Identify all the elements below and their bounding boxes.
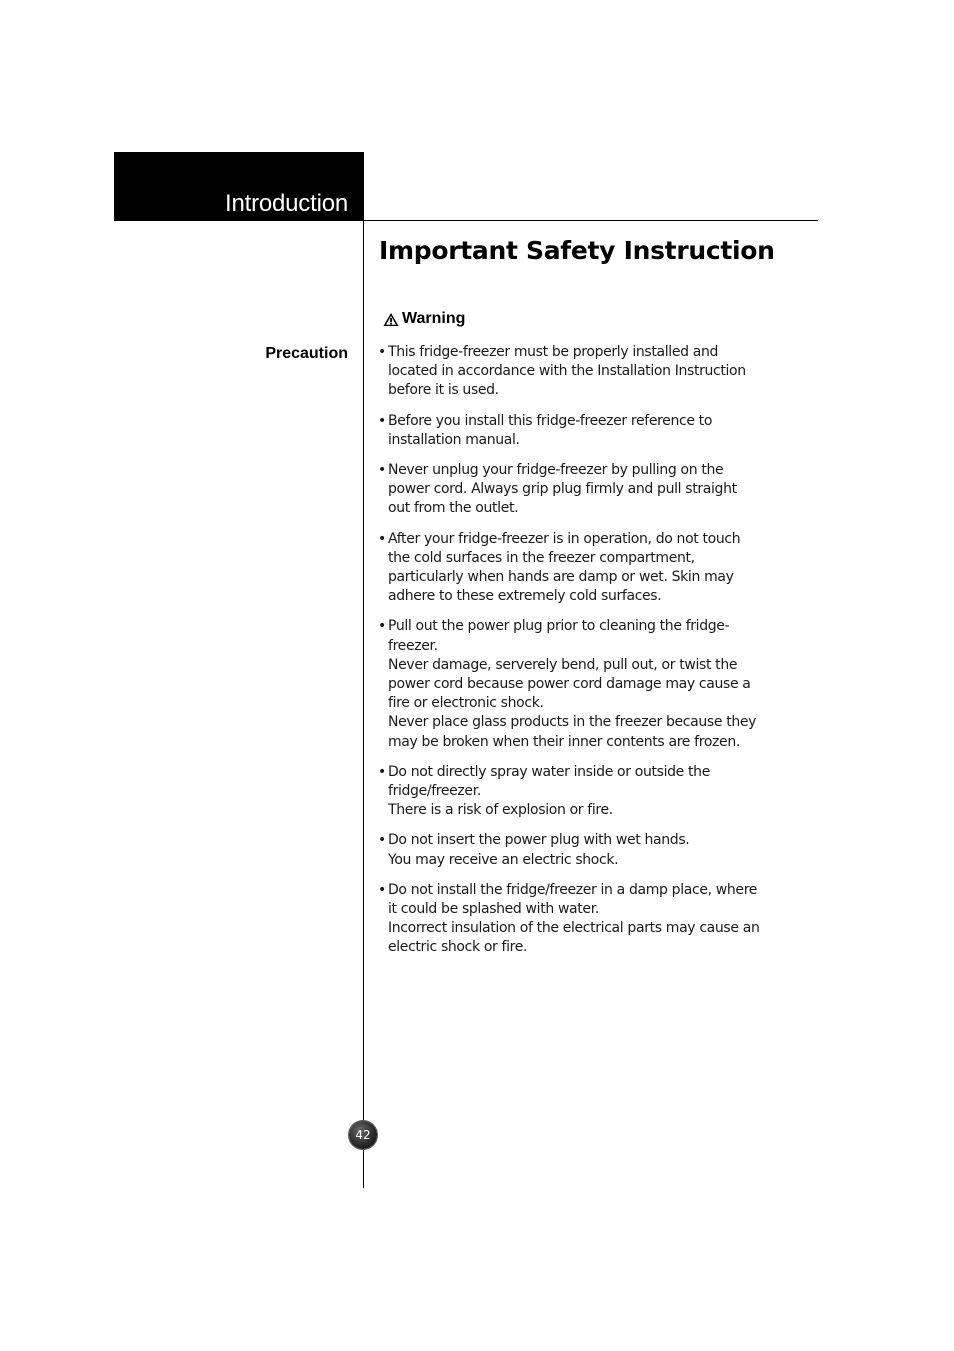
list-item [378,617,778,751]
bullet-marker: • [378,618,386,635]
page-number-badge: 42 [349,1121,377,1149]
list-item-line: After your fridge-freezer is in operation, do not touch [388,530,741,547]
list-item-line: out from the outlet. [388,500,519,517]
vertical-rule [363,220,364,1188]
list-item-line: You may receive an electric shock. [388,851,619,868]
list-item-line: adhere to these extremely cold surfaces. [388,588,662,605]
list-item-line: Do not install the fridge/freezer in a damp place, where [388,881,758,898]
warning-heading [383,310,465,328]
warning-label: Warning [402,310,466,327]
list-item [378,881,778,958]
list-item-line: This fridge-freezer must be properly installed and [388,344,719,360]
safety-bullet-list [378,343,778,969]
bullet-marker: • [378,530,386,547]
list-item-line: Do not directly spray water inside or outside the [388,763,710,780]
list-item-line: power cord. Always grip plug firmly and pull straight [388,481,737,498]
list-item-line: Before you install this fridge-freezer reference to [388,412,713,429]
list-item-line: the cold surfaces in the freezer compartment, [388,549,695,566]
list-item-line: Incorrect insulation of the electrical parts may cause an [388,920,760,937]
list-item-line: Never damage, serverely bend, pull out, or twist the [388,656,738,673]
list-item-line: Do not insert the power plug with wet hands. [388,832,690,849]
list-item-line: fire or electronic shock. [388,695,544,712]
list-item [378,530,778,607]
list-item-line: electric shock or fire. [388,939,528,956]
bullet-marker: • [378,412,386,429]
page-title: Important Safety Instruction [379,236,775,265]
bullet-marker: • [378,832,386,849]
list-item-line: fridge/freezer. [388,783,481,800]
list-item-line: Pull out the power plug prior to cleaning the fridge- [388,618,730,635]
list-item-line: it could be splashed with water. [388,901,599,918]
section-title: Introduction [224,190,348,217]
list-item-line: freezer. [388,637,438,654]
list-item-line: before it is used. [388,382,499,399]
list-item [378,763,778,821]
list-item-line: There is a risk of explosion or fire. [388,802,613,819]
list-item-line: located in accordance with the Installation Instruction [388,363,746,380]
list-item [378,461,778,519]
list-item [378,831,778,869]
list-item-line: Never place glass products in the freezer because they [388,714,757,731]
section-header-block [114,152,364,221]
list-item-line: power cord because power cord damage may cause a [388,676,751,693]
list-item-line: installation manual. [388,431,520,448]
bullet-marker: • [378,344,386,360]
bullet-marker: • [378,881,386,898]
list-item-line: particularly when hands are damp or wet. Skin may [388,569,734,586]
precaution-label: Precaution [265,345,348,362]
list-item [378,412,778,450]
list-item [378,343,778,401]
list-item-line: Never unplug your fridge-freezer by pulling on the [388,462,724,479]
bullet-marker: • [378,462,386,479]
warning-triangle-icon [383,312,399,327]
bullet-marker: • [378,763,386,780]
list-item-line: may be broken when their inner contents are frozen. [388,733,740,750]
header-rule [364,220,818,221]
